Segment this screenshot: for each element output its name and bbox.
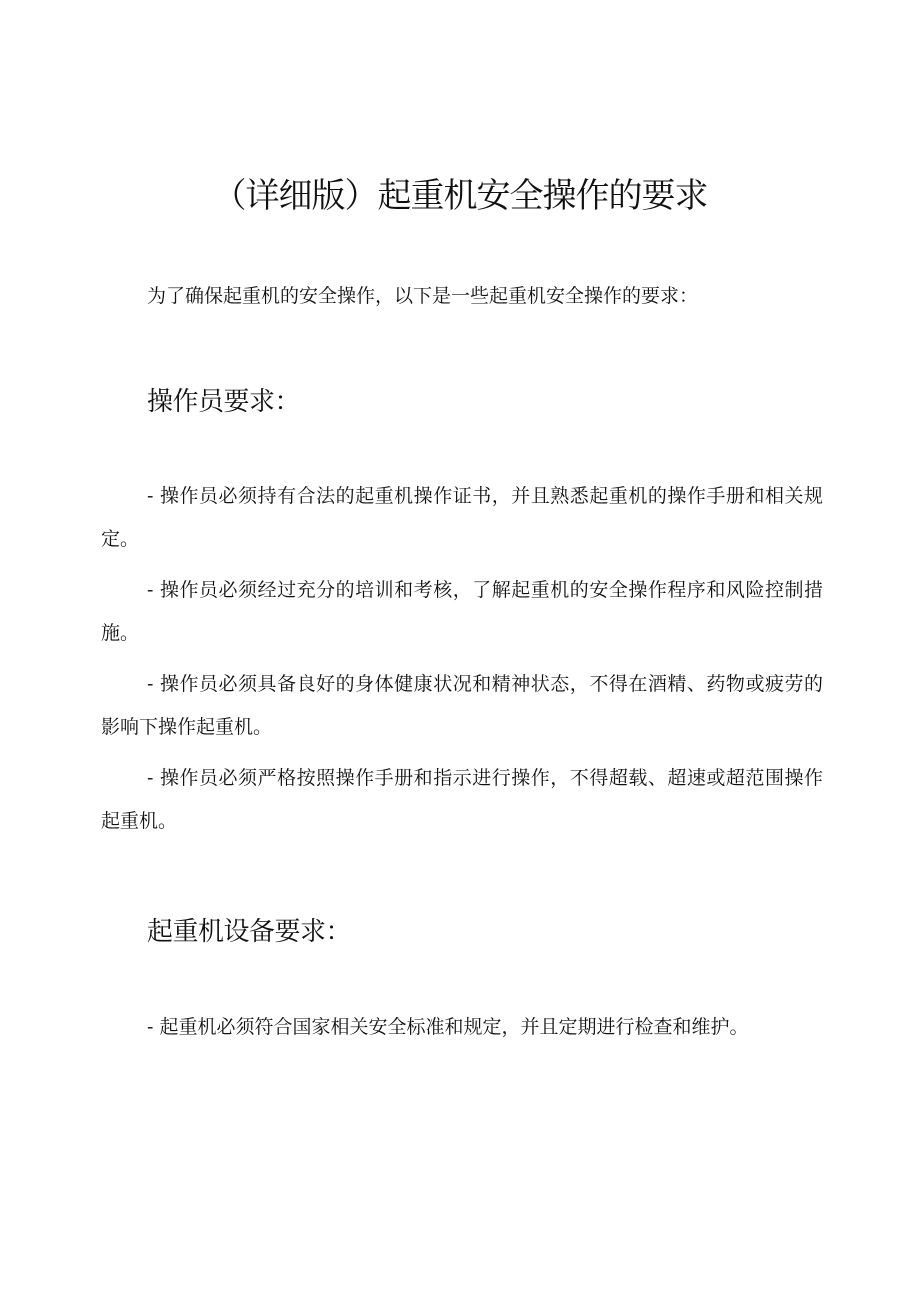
document-title: （详细版）起重机安全操作的要求 bbox=[212, 176, 708, 216]
section-heading-equipment: 起重机设备要求： bbox=[147, 917, 352, 947]
equipment-requirement-1: - 起重机必须符合国家相关安全标准和规定，并且定期进行检查和维护。 bbox=[147, 1016, 749, 1038]
intro-paragraph: 为了确保起重机的安全操作，以下是一些起重机安全操作的要求： bbox=[147, 285, 699, 307]
operator-requirement-1: - 操作员必须持有合法的起重机操作证书，并且熟悉起重机的操作手册和相关规定。 bbox=[101, 485, 823, 550]
operator-requirement-2: - 操作员必须经过充分的培训和考核，了解起重机的安全操作程序和风险控制措施。 bbox=[101, 579, 823, 644]
operator-requirement-3: - 操作员必须具备良好的身体健康状况和精神状态，不得在酒精、药物或疲劳的影响下操作起重机。 bbox=[101, 673, 823, 738]
operator-requirement-4: - 操作员必须严格按照操作手册和指示进行操作，不得超载、超速或超范围操作起重机。 bbox=[101, 767, 823, 832]
section-heading-operator: 操作员要求： bbox=[147, 387, 301, 417]
